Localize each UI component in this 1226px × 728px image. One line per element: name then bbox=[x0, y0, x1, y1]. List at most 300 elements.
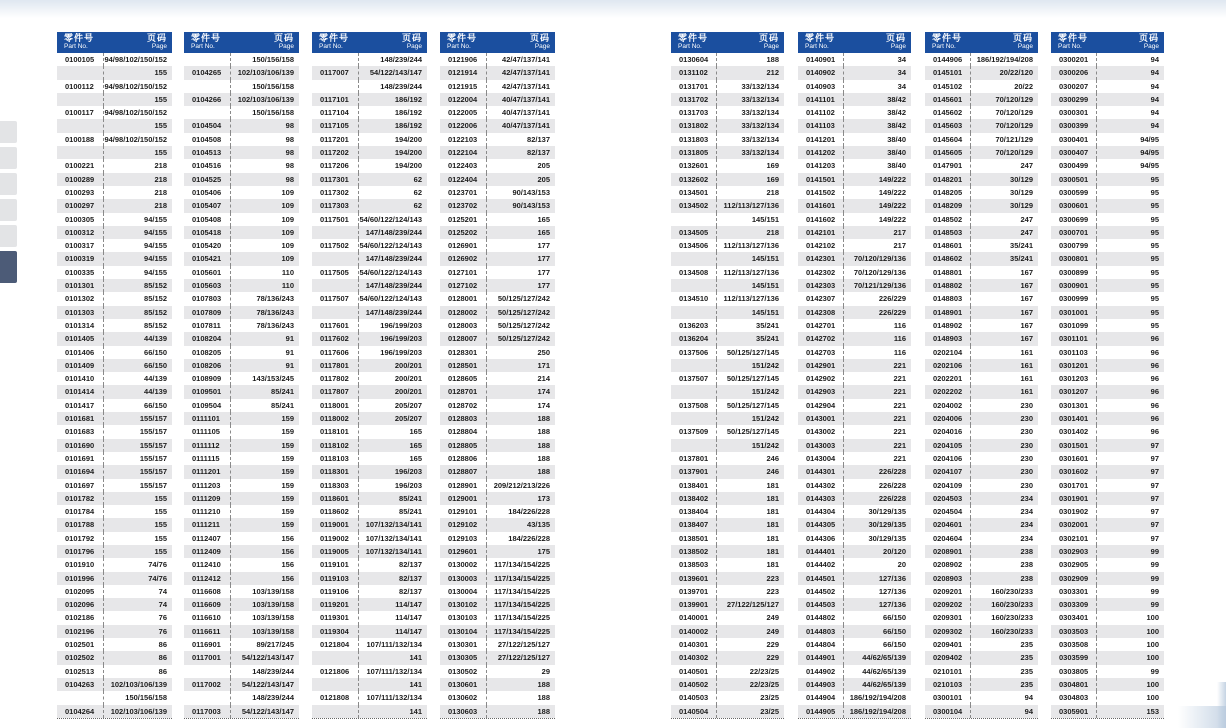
table-row bbox=[925, 226, 1038, 239]
part-no-cell: 0209301 bbox=[933, 613, 963, 623]
part-no-cell: 0300699 bbox=[1059, 214, 1089, 224]
part-no-cell: 0142308 bbox=[806, 307, 836, 317]
part-no-cell bbox=[184, 691, 230, 704]
part-no-cell: 0141101 bbox=[806, 94, 835, 104]
page-cell: 54/122/143/147 bbox=[358, 66, 427, 79]
table-row bbox=[57, 399, 172, 412]
page-cell: 114/147 bbox=[358, 598, 427, 611]
table-row bbox=[1051, 611, 1164, 624]
part-no-cell: 0301402 bbox=[1059, 427, 1089, 437]
page-cell: 94/95 bbox=[1096, 133, 1164, 146]
part-no-cell: 0101314 bbox=[65, 320, 95, 330]
part-no-cell: 0144304 bbox=[806, 507, 836, 517]
page-cell: 66/150 bbox=[843, 625, 911, 638]
part-no-cell: 0130502 bbox=[448, 666, 478, 676]
part-no-cell bbox=[312, 53, 358, 66]
table-row bbox=[57, 226, 172, 239]
table-row bbox=[925, 638, 1038, 651]
table-row bbox=[1051, 505, 1164, 518]
table-row bbox=[312, 53, 427, 66]
page-cell: 85/241 bbox=[358, 505, 427, 518]
table-row bbox=[671, 385, 784, 398]
part-no-cell: 0302903 bbox=[1059, 546, 1089, 556]
page-cell: 27/122/125/127 bbox=[486, 651, 555, 664]
page-cell: 97 bbox=[1096, 439, 1164, 452]
table-body bbox=[671, 53, 784, 719]
table-header bbox=[671, 32, 784, 53]
part-no-cell: 0111209 bbox=[192, 493, 221, 503]
table-row bbox=[440, 346, 555, 359]
page-cell: 74 bbox=[103, 598, 172, 611]
table-row bbox=[798, 106, 911, 119]
part-no-cell: 0204106 bbox=[933, 453, 963, 463]
part-no-cell: 0117002 bbox=[192, 679, 221, 689]
table-row bbox=[798, 292, 911, 305]
part-no-cell bbox=[671, 359, 716, 372]
page-cell: 186/192 bbox=[358, 93, 427, 106]
parts-index-table bbox=[57, 32, 172, 719]
table-row bbox=[184, 186, 299, 199]
table-row bbox=[57, 558, 172, 571]
table-row bbox=[925, 80, 1038, 93]
table-row bbox=[1051, 239, 1164, 252]
page-cell: 226/228 bbox=[843, 465, 911, 478]
table-row bbox=[312, 266, 427, 279]
page-cell: 181 bbox=[716, 558, 784, 571]
page-cell: 223 bbox=[716, 585, 784, 598]
part-no-cell: 0136203 bbox=[679, 320, 709, 330]
page-cell: 188 bbox=[486, 412, 555, 425]
part-no-cell: 0117206 bbox=[320, 161, 349, 171]
part-no-cell: 0112410 bbox=[192, 560, 221, 570]
page-cell: 94 bbox=[1096, 53, 1164, 66]
table-row bbox=[57, 691, 172, 704]
part-no-cell: 0100335 bbox=[65, 267, 95, 277]
table-row bbox=[798, 213, 911, 226]
part-no-cell: 0104265 bbox=[192, 68, 222, 78]
page-header-en: Page bbox=[151, 43, 167, 50]
page-cell: 70/121/129 bbox=[970, 133, 1038, 146]
part-no-cell bbox=[57, 93, 103, 106]
table-row bbox=[1051, 598, 1164, 611]
page-cell: 40/47/137/141 bbox=[486, 93, 555, 106]
page-cell: 34 bbox=[843, 53, 911, 66]
part-no-cell: 0202201 bbox=[933, 374, 963, 384]
page-cell: 147/148/239/244 bbox=[358, 306, 427, 319]
side-tab-light bbox=[0, 173, 17, 195]
part-no-cell: 0141502 bbox=[806, 187, 836, 197]
part-no-cell bbox=[312, 651, 358, 664]
part-no-cell: 0117801 bbox=[320, 360, 349, 370]
part-no-cell: 0144305 bbox=[806, 520, 836, 530]
part-no-cell: 0140902 bbox=[806, 68, 836, 78]
part-no-cell: 0105407 bbox=[192, 201, 222, 211]
table-row bbox=[798, 266, 911, 279]
table-row bbox=[925, 266, 1038, 279]
table-row bbox=[312, 279, 427, 292]
table-row bbox=[671, 226, 784, 239]
part-no-cell: 0144903 bbox=[806, 679, 836, 689]
page-cell: 155/157 bbox=[103, 479, 172, 492]
part-no-cell: 0100305 bbox=[65, 214, 95, 224]
part-no-cell: 0101691 bbox=[65, 453, 95, 463]
table-row bbox=[925, 146, 1038, 159]
part-no-cell: 0208901 bbox=[933, 546, 963, 556]
page-cell: 70/120/129 bbox=[970, 93, 1038, 106]
part-no-cell: 0101406 bbox=[65, 347, 95, 357]
table-header bbox=[798, 32, 911, 53]
page-cell: 196/203 bbox=[358, 479, 427, 492]
table-row bbox=[57, 705, 172, 718]
table-row bbox=[57, 452, 172, 465]
part-no-cell: 0117602 bbox=[320, 334, 349, 344]
page-cell: 102/103/106/139 bbox=[103, 678, 172, 691]
part-no-cell: 0301301 bbox=[1059, 400, 1089, 410]
table-row bbox=[312, 133, 427, 146]
page-cell: 70/120/129/136 bbox=[843, 266, 911, 279]
page-cell: 175 bbox=[486, 545, 555, 558]
page-cell: 78/136/243 bbox=[230, 306, 299, 319]
page-cell: 95 bbox=[1096, 266, 1164, 279]
part-no-cell: 0140002 bbox=[679, 626, 709, 636]
part-no-cell: 0100319 bbox=[65, 254, 95, 264]
part-no-cell: 0300301 bbox=[1059, 108, 1089, 118]
page-cell: 99 bbox=[1096, 598, 1164, 611]
table-row bbox=[184, 505, 299, 518]
part-no-cell: 0144401 bbox=[806, 546, 836, 556]
page-cell: 238 bbox=[970, 558, 1038, 571]
table-row bbox=[1051, 585, 1164, 598]
part-no-cell: 0102186 bbox=[65, 613, 95, 623]
table-row bbox=[440, 199, 555, 212]
part-no-cell: 0301103 bbox=[1059, 347, 1088, 357]
table-body bbox=[312, 53, 427, 719]
page-cell: 247 bbox=[970, 159, 1038, 172]
page-cell: 177 bbox=[486, 239, 555, 252]
part-no-cell: 0301201 bbox=[1059, 360, 1089, 370]
part-no-cell: 0300407 bbox=[1059, 148, 1089, 158]
part-no-cell: 0111101 bbox=[192, 414, 220, 424]
table-row bbox=[1051, 252, 1164, 265]
table-row bbox=[671, 173, 784, 186]
table-row bbox=[57, 199, 172, 212]
part-no-cell: 0144502 bbox=[806, 586, 836, 596]
table-row bbox=[1051, 346, 1164, 359]
part-no-cell: 0142101 bbox=[806, 227, 836, 237]
table-row bbox=[440, 558, 555, 571]
part-no-cell: 0104525 bbox=[192, 174, 222, 184]
page-cell: 250 bbox=[486, 346, 555, 359]
table-row bbox=[798, 252, 911, 265]
table-row bbox=[440, 532, 555, 545]
page-cell: 159 bbox=[230, 479, 299, 492]
page-cell: 100 bbox=[1096, 678, 1164, 691]
table-header bbox=[312, 32, 427, 53]
table-row bbox=[925, 651, 1038, 664]
table-row bbox=[57, 412, 172, 425]
side-tab-stack bbox=[0, 121, 17, 283]
part-no-cell: 0109501 bbox=[192, 387, 222, 397]
table-row bbox=[312, 638, 427, 651]
part-no-cell: 0302001 bbox=[1059, 520, 1089, 530]
part-no-cell: 0204006 bbox=[933, 414, 963, 424]
page-cell: 22/23/25 bbox=[716, 678, 784, 691]
page-cell: 23/25 bbox=[716, 705, 784, 718]
table-row bbox=[798, 119, 911, 132]
part-no-cell: 0108205 bbox=[192, 347, 222, 357]
table-row bbox=[57, 465, 172, 478]
page-cell: 103/139/158 bbox=[230, 585, 299, 598]
part-no-cell: 0136204 bbox=[679, 334, 709, 344]
page-cell: 94 bbox=[1096, 119, 1164, 132]
table-row bbox=[312, 93, 427, 106]
part-no-cell: 0104264 bbox=[65, 706, 95, 716]
part-no-cell: 0101683 bbox=[65, 427, 95, 437]
page-cell: 82/137 bbox=[486, 146, 555, 159]
part-no-cell: 0143004 bbox=[806, 453, 836, 463]
page-cell: 221 bbox=[843, 452, 911, 465]
table-row bbox=[798, 705, 911, 718]
table-row bbox=[184, 80, 299, 93]
page-cell: 34 bbox=[843, 66, 911, 79]
part-no-cell: 0102513 bbox=[65, 666, 95, 676]
part-no-cell: 0144301 bbox=[806, 467, 836, 477]
page-cell: 141 bbox=[358, 651, 427, 664]
part-no-cell: 0128806 bbox=[448, 453, 478, 463]
page-cell: 159 bbox=[230, 465, 299, 478]
table-row bbox=[1051, 638, 1164, 651]
table-row bbox=[184, 651, 299, 664]
table-row bbox=[798, 532, 911, 545]
page-cell: 155 bbox=[103, 146, 172, 159]
part-no-header-en: Part No. bbox=[932, 43, 956, 50]
page-cell: 50/125/127/145 bbox=[716, 372, 784, 385]
part-no-cell: 0130003 bbox=[448, 573, 478, 583]
table-row bbox=[312, 452, 427, 465]
table-row bbox=[798, 625, 911, 638]
page-header-en: Page bbox=[763, 43, 779, 50]
part-no-cell: 0134502 bbox=[679, 201, 709, 211]
page-cell: 117/134/154/225 bbox=[486, 625, 555, 638]
page-cell: 54/60/122/124/143 bbox=[358, 239, 427, 252]
part-no-cell: 0139601 bbox=[679, 573, 709, 583]
table-row bbox=[798, 319, 911, 332]
page-cell: 160/230/233 bbox=[970, 585, 1038, 598]
table-row bbox=[925, 346, 1038, 359]
table-row bbox=[440, 319, 555, 332]
page-cell: 33/132/134 bbox=[716, 133, 784, 146]
page-cell: 44/62/65/139 bbox=[843, 665, 911, 678]
page-cell: 246 bbox=[716, 452, 784, 465]
table-row bbox=[184, 492, 299, 505]
table-row bbox=[1051, 425, 1164, 438]
part-no-cell: 0204604 bbox=[933, 533, 963, 543]
part-no-cell: 0204601 bbox=[933, 520, 963, 530]
page-cell: 91 bbox=[230, 359, 299, 372]
part-no-cell bbox=[312, 279, 358, 292]
part-no-cell: 0131703 bbox=[679, 108, 709, 118]
table-row bbox=[184, 53, 299, 66]
page-cell: 165 bbox=[358, 425, 427, 438]
page-cell: 50/125/127/145 bbox=[716, 425, 784, 438]
part-no-cell: 0142703 bbox=[806, 347, 836, 357]
part-no-cell: 0148205 bbox=[933, 187, 963, 197]
page-cell: 165 bbox=[358, 439, 427, 452]
table-body bbox=[440, 53, 555, 719]
part-no-cell: 0204107 bbox=[933, 467, 963, 477]
table-row bbox=[671, 186, 784, 199]
part-no-cell bbox=[671, 213, 716, 226]
page-cell: 155 bbox=[103, 119, 172, 132]
table-row bbox=[440, 133, 555, 146]
part-no-cell: 0134501 bbox=[679, 187, 709, 197]
table-row bbox=[925, 545, 1038, 558]
table-row bbox=[312, 346, 427, 359]
page-cell: 44/139 bbox=[103, 372, 172, 385]
page-cell: 44/62/65/139 bbox=[843, 651, 911, 664]
page-cell: 109 bbox=[230, 252, 299, 265]
table-row bbox=[312, 239, 427, 252]
part-no-cell: 0117101 bbox=[320, 94, 349, 104]
table-row bbox=[440, 452, 555, 465]
part-no-cell: 0141602 bbox=[806, 214, 836, 224]
table-row bbox=[440, 651, 555, 664]
table-row bbox=[312, 505, 427, 518]
table-row bbox=[1051, 93, 1164, 106]
part-no-cell bbox=[312, 252, 358, 265]
page-cell: 155 bbox=[103, 545, 172, 558]
part-no-cell: 0301701 bbox=[1059, 480, 1089, 490]
part-no-cell: 0101681 bbox=[65, 414, 95, 424]
part-no-cell: 0130002 bbox=[448, 560, 478, 570]
part-no-header-en: Part No. bbox=[678, 43, 702, 50]
part-no-cell: 0109504 bbox=[192, 400, 222, 410]
page-cell: 107/111/132/134 bbox=[358, 638, 427, 651]
page-cell: 235 bbox=[970, 638, 1038, 651]
table-row bbox=[925, 93, 1038, 106]
page-cell: 181 bbox=[716, 505, 784, 518]
table-row bbox=[312, 678, 427, 691]
part-no-cell: 0101782 bbox=[65, 493, 95, 503]
table-body bbox=[57, 53, 172, 719]
part-no-cell: 0121804 bbox=[320, 640, 350, 650]
part-no-cell: 0117302 bbox=[320, 187, 349, 197]
table-row bbox=[440, 545, 555, 558]
table-row bbox=[798, 412, 911, 425]
part-no-cell: 0148803 bbox=[933, 294, 963, 304]
table-row bbox=[798, 133, 911, 146]
page-cell: 94 bbox=[970, 705, 1038, 718]
part-no-cell: 0302905 bbox=[1059, 560, 1089, 570]
page-cell: 95 bbox=[1096, 186, 1164, 199]
page-cell: 151/242 bbox=[716, 412, 784, 425]
part-no-cell: 0209201 bbox=[933, 586, 963, 596]
page-cell: 54/60/122/124/143 bbox=[358, 266, 427, 279]
table-row bbox=[1051, 532, 1164, 545]
part-no-cell: 0300201 bbox=[1059, 55, 1089, 64]
part-no-cell: 0304801 bbox=[1059, 679, 1089, 689]
table-row bbox=[312, 598, 427, 611]
part-no-cell: 0118602 bbox=[320, 507, 349, 517]
part-no-cell: 0148802 bbox=[933, 281, 963, 291]
page-cell: 102/103/106/139 bbox=[230, 93, 299, 106]
part-no-cell: 0119304 bbox=[320, 626, 349, 636]
page-cell: 54/60/122/124/143 bbox=[358, 292, 427, 305]
table-row bbox=[57, 252, 172, 265]
page-cell: 116 bbox=[843, 319, 911, 332]
part-no-cell: 0148601 bbox=[933, 241, 963, 251]
part-no-cell: 0140502 bbox=[679, 679, 709, 689]
parts-index-table bbox=[184, 32, 299, 719]
part-no-cell: 0100221 bbox=[65, 161, 95, 171]
part-no-cell: 0100289 bbox=[65, 174, 95, 184]
page-cell: 156 bbox=[230, 572, 299, 585]
part-no-cell: 0130305 bbox=[448, 653, 478, 663]
page-cell: 86 bbox=[103, 665, 172, 678]
part-no-cell: 0119301 bbox=[320, 613, 349, 623]
page-corner-shade bbox=[1178, 706, 1226, 728]
page-cell: 85/152 bbox=[103, 319, 172, 332]
part-no-cell: 0117202 bbox=[320, 148, 349, 158]
page-cell: 234 bbox=[970, 532, 1038, 545]
part-no-cell: 0128701 bbox=[448, 387, 478, 397]
page-cell: 103/139/158 bbox=[230, 598, 299, 611]
page-cell: 30/129/135 bbox=[843, 532, 911, 545]
part-no-cell: 0111210 bbox=[192, 507, 221, 517]
table-row bbox=[798, 691, 911, 704]
page-cell: 94/98/102/150/152 bbox=[103, 133, 172, 146]
part-no-cell: 0117606 bbox=[320, 347, 349, 357]
part-no-cell bbox=[671, 252, 716, 265]
part-no-cell: 0145602 bbox=[933, 108, 963, 118]
table-row bbox=[925, 292, 1038, 305]
side-tab-light bbox=[0, 121, 17, 143]
table-row bbox=[798, 399, 911, 412]
table-row bbox=[1051, 372, 1164, 385]
page-cell: 218 bbox=[103, 199, 172, 212]
parts-index-table bbox=[440, 32, 555, 719]
page-cell: 181 bbox=[716, 532, 784, 545]
page-cell: 109 bbox=[230, 186, 299, 199]
part-no-cell: 0301902 bbox=[1059, 507, 1089, 517]
part-no-cell: 0210103 bbox=[933, 679, 963, 689]
page-cell: 186/192/194/208 bbox=[970, 53, 1038, 66]
part-no-cell: 0118301 bbox=[320, 467, 349, 477]
part-no-cell: 0145601 bbox=[933, 94, 963, 104]
part-no-cell: 0144904 bbox=[806, 693, 836, 703]
page-header-zh: 页码 bbox=[273, 32, 294, 43]
page-cell: 188 bbox=[486, 691, 555, 704]
part-no-cell: 0101303 bbox=[65, 307, 95, 317]
part-no-cell: 0117507 bbox=[320, 294, 349, 304]
part-no-cell bbox=[184, 665, 230, 678]
page-cell: 238 bbox=[970, 545, 1038, 558]
page-cell: 148/239/244 bbox=[358, 53, 427, 66]
page-cell: 212 bbox=[716, 66, 784, 79]
part-no-cell: 0101792 bbox=[65, 533, 95, 543]
page-cell: 230 bbox=[970, 399, 1038, 412]
table-row bbox=[440, 705, 555, 718]
page-cell: 95 bbox=[1096, 173, 1164, 186]
part-no-cell: 0104263 bbox=[65, 679, 95, 689]
part-no-cell: 0128007 bbox=[448, 334, 478, 344]
page-cell: 169 bbox=[716, 159, 784, 172]
table-row bbox=[312, 372, 427, 385]
table-row bbox=[671, 159, 784, 172]
page-cell: 186/192 bbox=[358, 119, 427, 132]
page-cell: 95 bbox=[1096, 252, 1164, 265]
page-cell: 100 bbox=[1096, 651, 1164, 664]
